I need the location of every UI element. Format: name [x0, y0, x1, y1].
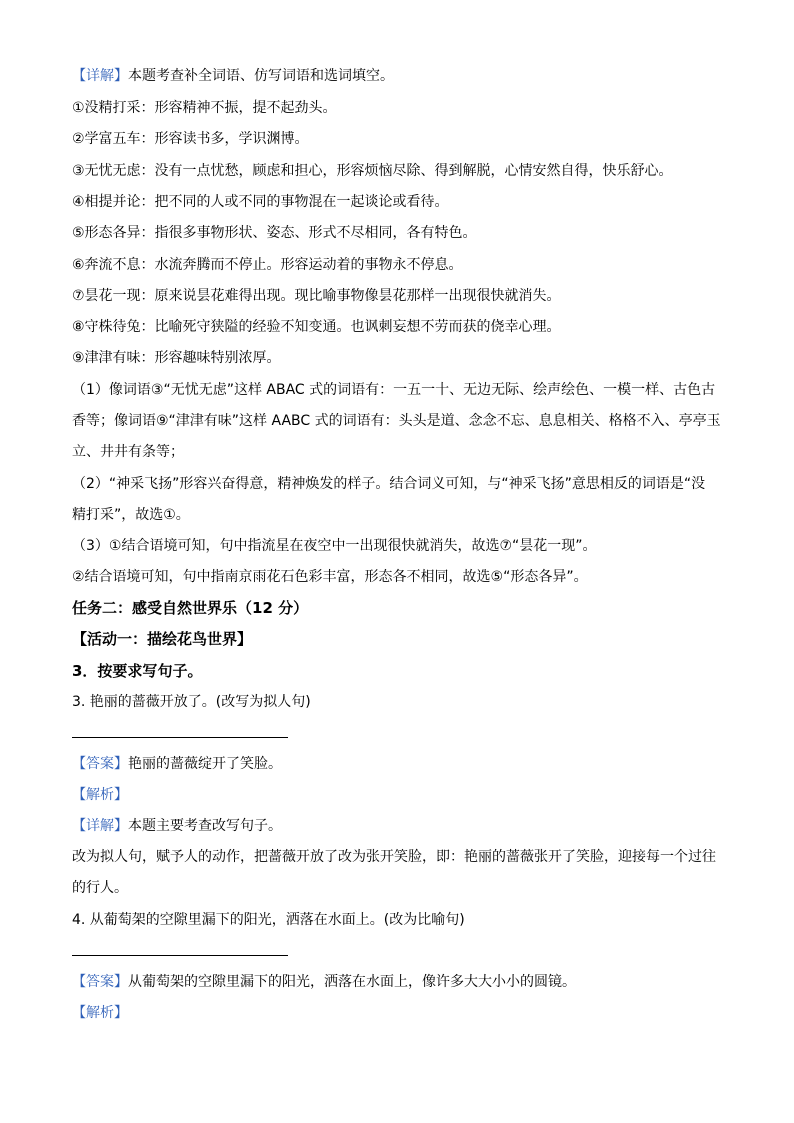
explanation-line: 立、井井有条等； [72, 444, 184, 460]
detail-tag: 【详解】 [72, 818, 128, 834]
definition-1: ①没精打采：形容精神不振，提不起劲头。 [72, 100, 337, 116]
answer-text: 艳丽的蔷薇绽开了笑脸。 [128, 756, 282, 772]
answer-line [72, 754, 732, 774]
detail-tag: 【详解】 [72, 68, 128, 84]
answer-text: 从葡萄架的空隙里漏下的阳光，洒落在水面上，像许多大大小小的圆镜。 [128, 974, 576, 990]
detail-text: 本题主要考查改写句子。 [128, 818, 282, 834]
explanation-line: （3）①结合语境可知，句中指流星在夜空中一出现很快就消失，故选⑦“昙花一现”。 [72, 538, 597, 554]
definition-9: ⑨津津有味：形容趣味特别浓厚。 [72, 350, 281, 366]
question-heading: 3．按要求写句子。 [72, 662, 203, 680]
explanation-line: 改为拟人句，赋予人的动作，把蔷薇开放了改为张开笑脸，即：艳丽的蔷薇张开了笑脸，迎接每一个过往 [72, 849, 716, 865]
definition-2: ②学富五车：形容读书多，学识渊博。 [72, 131, 309, 147]
explanation-line: ②结合语境可知，句中指南京雨花石色彩丰富，形态各不相同，故选⑤“形态各异”。 [72, 569, 588, 585]
answer-line [72, 972, 732, 992]
definition-8: ⑧守株待兔：比喻死守狭隘的经验不知变通。也讽刺妄想不劳而获的侥幸心理。 [72, 319, 561, 335]
answer-blank-line [72, 955, 288, 956]
explanation-line: 的行人。 [72, 880, 128, 896]
detail-line [72, 66, 732, 86]
explanation-line: 精打采”，故选①。 [72, 507, 190, 523]
definition-3: ③无忧无虑：没有一点忧愁，顾虑和担心，形容烦恼尽除、得到解脱，心情安然自得，快乐舒心。 [72, 163, 673, 179]
detail-text: 本题考查补全词语、仿写词语和选词填空。 [128, 68, 394, 84]
definition-7: ⑦昙花一现：原来说昙花难得出现。现比喻事物像昙花那样一出现很快就消失。 [72, 288, 561, 304]
analysis-line [72, 785, 732, 805]
analysis-tag: 【解析】 [72, 1005, 128, 1021]
explanation-line: （2）“神采飞扬”形容兴奋得意，精神焕发的样子。结合词义可知，与“神采飞扬”意思相反的词语是“没 [72, 476, 706, 492]
answer-blank-line [72, 737, 288, 738]
definition-5: ⑤形态各异：指很多事物形状、姿态、形式不尽相同，各有特色。 [72, 225, 477, 241]
explanation-line: （1）像词语③“无忧无虑”这样 ABAC 式的词语有：一五一十、无边无际、绘声绘色、一模一样、古色古 [72, 382, 716, 398]
detail-line [72, 816, 732, 836]
task-heading: 任务二：感受自然世界乐（12 分） [72, 599, 309, 617]
analysis-tag: 【解析】 [72, 787, 128, 803]
explanation-line: 香等；像词语⑨“津津有味”这样 AABC 式的词语有：头头是道、念念不忘、息息相关、格格不入、亭亭玉 [72, 413, 721, 429]
definition-4: ④相提并论：把不同的人或不同的事物混在一起谈论或看待。 [72, 194, 449, 210]
analysis-line [72, 1003, 732, 1023]
activity-heading: 【活动一：描绘花鸟世界】 [72, 630, 253, 648]
answer-tag: 【答案】 [72, 756, 128, 772]
answer-tag: 【答案】 [72, 974, 128, 990]
question-4: 4. 从葡萄架的空隙里漏下的阳光，洒落在水面上。(改为比喻句) [72, 912, 465, 928]
question-3: 3. 艳丽的蔷薇开放了。(改写为拟人句) [72, 694, 311, 710]
definition-6: ⑥奔流不息：水流奔腾而不停止。形容运动着的事物永不停息。 [72, 257, 463, 273]
